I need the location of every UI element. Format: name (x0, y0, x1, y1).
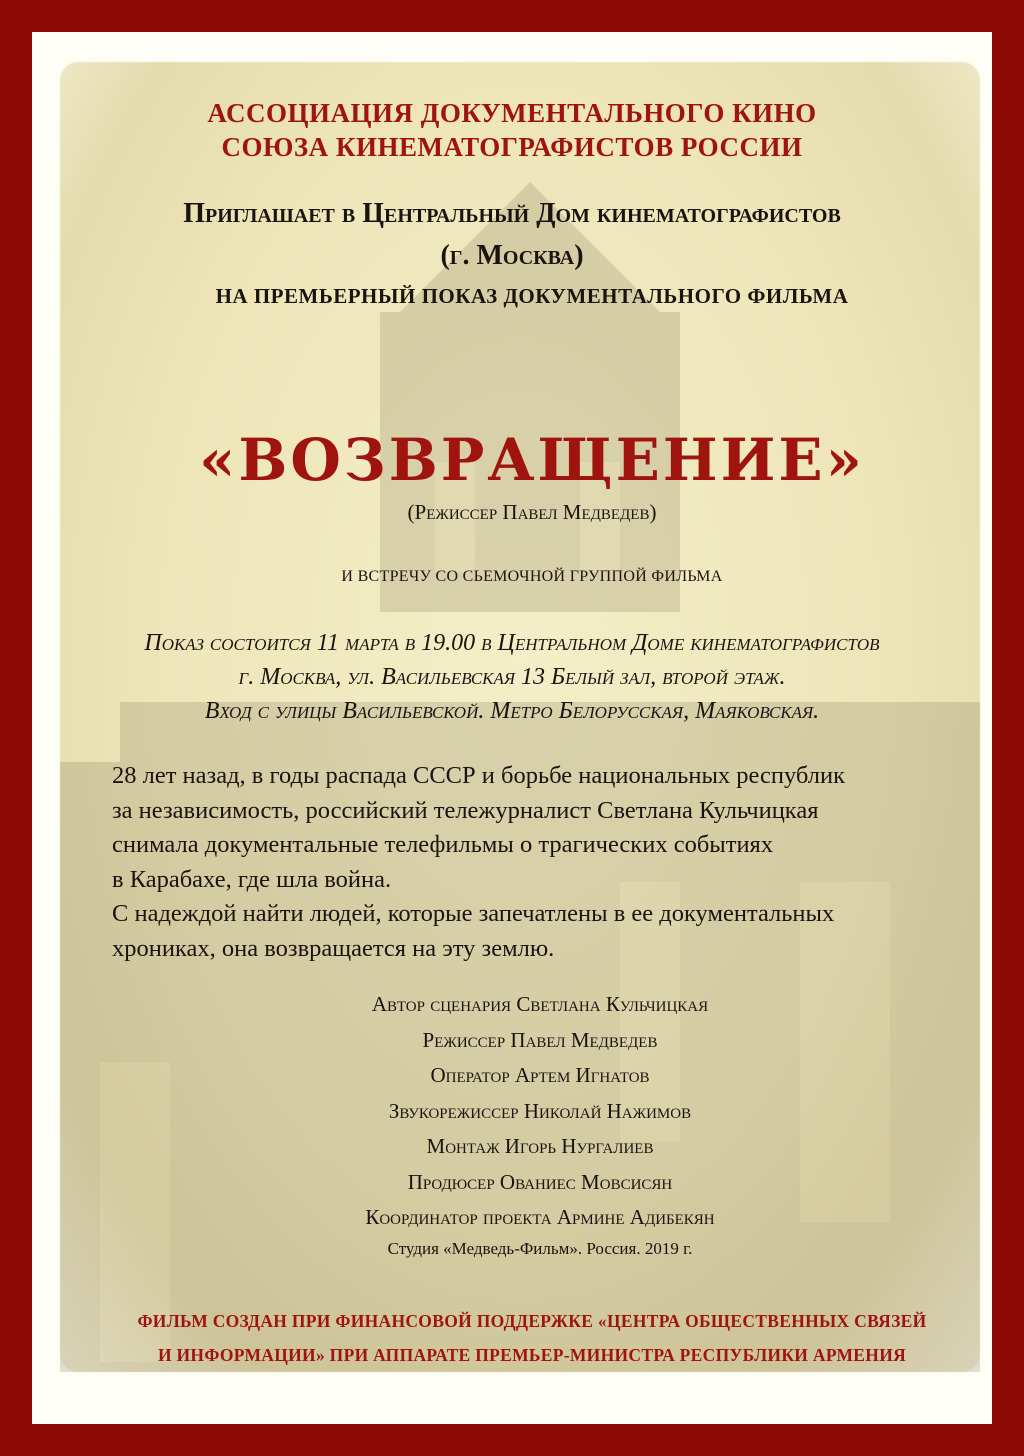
organization-name-line2: СОЮЗА КИНЕМАТОГРАФИСТОВ РОССИИ (221, 132, 803, 162)
credit-line: Звукорежиссер Николай Нажимов (388, 1098, 692, 1123)
credit-line: Продюсер Ованиес Мовсисян (407, 1169, 673, 1194)
credit-line: Монтаж Игорь Нургалиев (426, 1134, 654, 1158)
premiere-line: НА ПРЕМЬЕРНЫЙ ПОКАЗ ДОКУМЕНТАЛЬНОГО ФИЛЬМА (215, 284, 849, 308)
film-title: «ВОЗВРАЩЕНИЕ» (199, 426, 865, 494)
poster-content (32, 32, 992, 1424)
invitation-line1: Приглашает в Центральный Дом кинематографистов (183, 198, 841, 229)
description-line: снимала документальные телефильмы о трагических событиях (112, 831, 774, 858)
film-description (112, 759, 972, 966)
director-note: (Режиссер Павел Медведев) (407, 500, 657, 524)
credits-list (60, 987, 1020, 1236)
credit-line: Оператор Артем Игнатов (430, 1063, 650, 1087)
screening-line2: г. Москва, ул. Васильевская 13 Белый зал, второй этаж. (238, 664, 786, 690)
screening-line3: Вход с улицы Васильевской. Метро Белорусская, Маяковская. (204, 698, 820, 724)
credit-line: Автор сценария Светлана Кульчицкая (371, 992, 709, 1016)
credit-line: Режиссер Павел Медведев (422, 1027, 658, 1052)
description-line: 28 лет назад, в годы распада СССР и борьбе национальных республик (112, 762, 846, 789)
screening-line1: Показ состоится 11 марта в 19.00 в Центральном Доме кинематографистов (144, 630, 880, 656)
studio-note: Студия «Медведь-Фильм». Россия. 2019 г. (387, 1239, 693, 1258)
support-line2: И ИНФОРМАЦИИ» ПРИ АППАРАТЕ ПРЕМЬЕР-МИНИСТРА РЕСПУБЛИКИ АРМЕНИЯ (157, 1345, 907, 1365)
description-line: С надеждой найти людей, которые запечатлены в ее документальных (112, 900, 835, 927)
support-line1: ФИЛЬМ СОЗДАН ПРИ ФИНАНСОВОЙ ПОДДЕРЖКЕ «ЦЕНТРА ОБЩЕСТВЕННЫХ СВЯЗЕЙ (137, 1311, 927, 1331)
credit-line: Координатор проекта Армине Адибекян (365, 1205, 715, 1229)
description-line: за независимость, российский тележурналист Светлана Кульчицкая (112, 796, 819, 824)
organization-name-line1: АССОЦИАЦИЯ ДОКУМЕНТАЛЬНОГО КИНО (207, 98, 817, 128)
invitation-line2: (г. Москва) (440, 240, 584, 271)
meeting-note: И ВСТРЕЧУ СО СЬЕМОЧНОЙ ГРУППОЙ ФИЛЬМА (341, 568, 723, 585)
description-line: хрониках, она возвращается на эту землю. (112, 934, 555, 962)
description-line: в Карабахе, где шла война. (112, 865, 392, 893)
